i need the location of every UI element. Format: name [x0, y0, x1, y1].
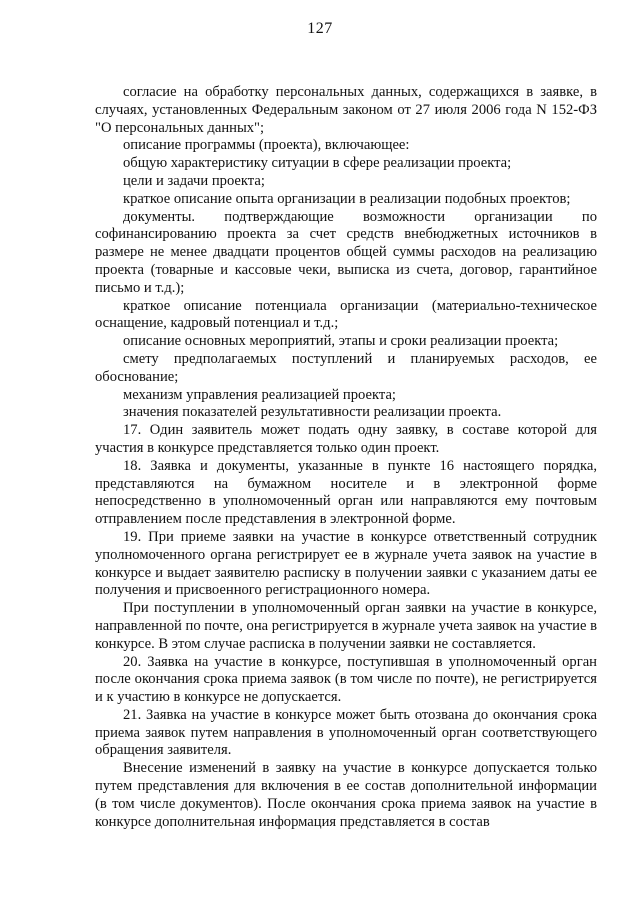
paragraph: механизм управления реализацией проекта; [123, 386, 396, 403]
page-number: 127 [307, 20, 333, 37]
paragraph: описание программы (проекта), включающее: [123, 137, 410, 154]
paragraph: 20. Заявка на участие в конкурсе, поступившая в уполномоченный орган после окончания срока приема заявок (в том числе по почте), не регистрируется и к участию в конкурсе не допускается. [95, 653, 597, 706]
paragraph: общую характеристику ситуации в сфере реализации проекта; [123, 155, 512, 172]
paragraph: краткое описание опыта организации в реализации подобных проектов; [123, 190, 571, 207]
paragraph: При поступлении в уполномоченный орган заявки на участие в конкурсе, направленной по почте, она регистрируется в журнале учета заявок на участие в конкурсе. В этом случае расписка в получении заявки не составляется. [95, 600, 597, 652]
paragraph: документы. подтверждающие возможности организации по софинансированию проекта за счет средств внебюджетных источников в размере не менее двадцати процентов общей суммы расходов на реализацию проекта (товарные и кассовые чеки, выписка из счета, договор, гарантийное письмо и т.д.); [95, 208, 597, 296]
document-body [95, 84, 597, 831]
paragraph: Внесение изменений в заявку на участие в конкурсе допускается только путем представления для включения в ее состав дополнительной информации (в том числе документов). После окончания срока приема заявок на участие в конкурсе дополнительная информация представляется в состав [95, 760, 597, 830]
paragraph: согласие на обработку персональных данных, содержащихся в заявке, в случаях, установленных Федеральным законом от 27 июля 2006 года N 152-ФЗ "О персональных данных"; [95, 84, 597, 136]
paragraph: смету предполагаемых поступлений и планируемых расходов, ее обоснование; [95, 350, 597, 385]
paragraph: описание основных мероприятий, этапы и сроки реализации проекта; [123, 333, 559, 350]
paragraph: краткое описание потенциала организации (материально-техническое оснащение, кадровый потенциал и т.д.; [95, 297, 597, 332]
paragraph: 19. При приеме заявки на участие в конкурсе ответственный сотрудник уполномоченного органа регистрирует ее в журнале учета заявок на участие в конкурсе и выдает заявителю расписку в получении заявки с указанием даты ее получения и присвоенного регистрационного номера. [95, 528, 597, 599]
paragraph: 17. Один заявитель может подать одну заявку, в составе которой для участия в конкурсе представляется только один проект. [95, 422, 597, 456]
paragraph: значения показателей результативности реализации проекта. [123, 404, 502, 421]
paragraph: цели и задачи проекта; [123, 172, 265, 189]
paragraph: 18. Заявка и документы, указанные в пункте 16 настоящего порядка, представляются на бумажном носителе и в электронной форме непосредственно в уполномоченный орган или направляются ему почтовым отправлением после представления в электронной форме. [95, 457, 597, 528]
paragraph: 21. Заявка на участие в конкурсе может быть отозвана до окончания срока приема заявок путем направления в уполномоченный орган соответствующего обращения заявителя. [95, 706, 597, 759]
